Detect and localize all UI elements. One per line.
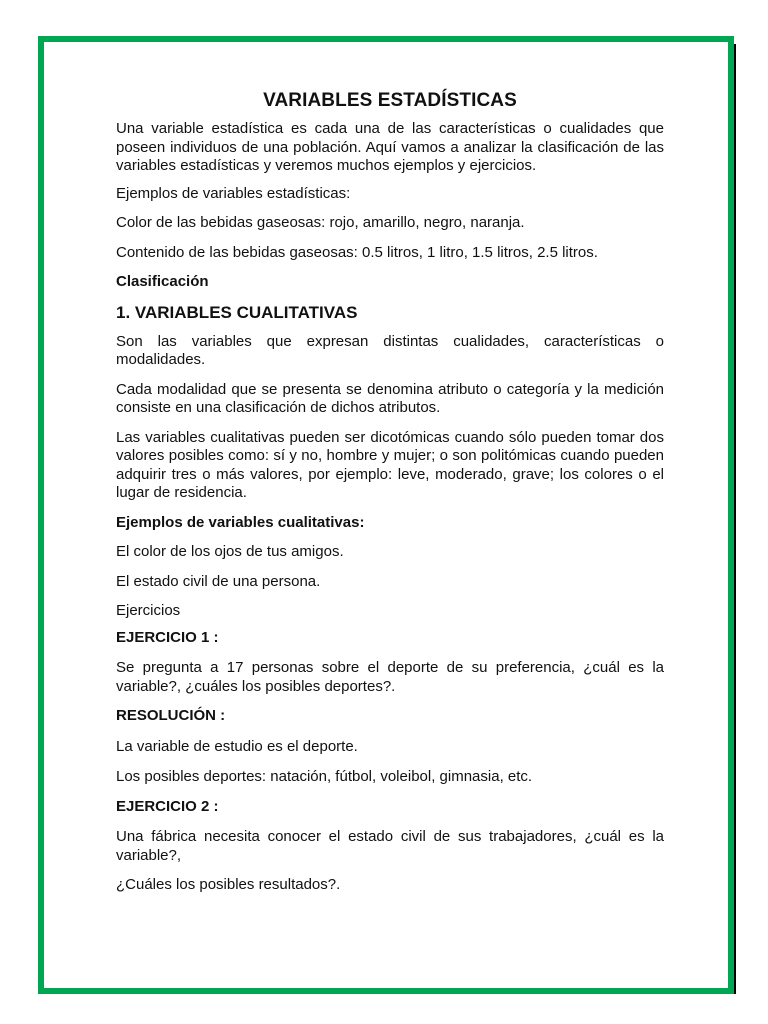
exercise-1-text: Se pregunta a 17 personas sobre el deporte de su preferencia, ¿cuál es la variable?, ¿cuáles los posibles deportes?. (116, 659, 664, 695)
section-heading-qualitative: 1. VARIABLES CUALITATIVAS (116, 302, 358, 322)
document-content (116, 90, 664, 904)
exercises-label: Ejercicios (116, 602, 181, 619)
qualitative-paragraph-3: Las variables cualitativas pueden ser dicotómicas cuando sólo pueden tomar dos valores posibles como: sí y no, hombre y mujer; o son politómicas cuando pueden adquirir tres o más valores, por ejemplo: leve, moderado, grave; los colores o el lugar de residencia. (116, 428, 664, 501)
document-title: VARIABLES ESTADÍSTICAS (263, 90, 517, 111)
resolution-line-1: La variable de estudio es el deporte. (116, 737, 358, 755)
intro-paragraph: Una variable estadística es cada una de las características o cualidades que poseen individuos de una población. Aquí vamos a analizar la clasificación de las variables estadísticas y veremos muchos ejemplos y ejercicios. (116, 120, 664, 174)
qualitative-example-eyes: El color de los ojos de tus amigos. (116, 543, 344, 560)
example-color: Color de las bebidas gaseosas: rojo, amarillo, negro, naranja. (116, 214, 525, 231)
qualitative-paragraph-2: Cada modalidad que se presenta se denomina atributo o categoría y la medición consiste en una clasificación de dichos atributos. (116, 380, 664, 416)
qualitative-example-civil-status: El estado civil de una persona. (116, 572, 321, 590)
document-frame (38, 36, 734, 994)
exercise-2-question: ¿Cuáles los posibles resultados?. (116, 876, 341, 893)
qualitative-examples-label: Ejemplos de variables cualitativas: (116, 513, 365, 531)
exercise-1-label: EJERCICIO 1 : (116, 628, 219, 646)
resolution-label: RESOLUCIÓN : (116, 707, 226, 724)
classification-heading: Clasificación (116, 273, 209, 290)
examples-label: Ejemplos de variables estadísticas: (116, 184, 351, 202)
resolution-line-2: Los posibles deportes: natación, fútbol, voleibol, gimnasia, etc. (116, 768, 533, 785)
exercise-2-text: Una fábrica necesita conocer el estado civil de sus trabajadores, ¿cuál es la variable?, (116, 828, 664, 864)
example-content: Contenido de las bebidas gaseosas: 0.5 litros, 1 litro, 1.5 litros, 2.5 litros. (116, 243, 598, 261)
exercise-2-label: EJERCICIO 2 : (116, 797, 219, 815)
qualitative-paragraph-1: Son las variables que expresan distintas cualidades, características o modalidades. (116, 332, 664, 368)
